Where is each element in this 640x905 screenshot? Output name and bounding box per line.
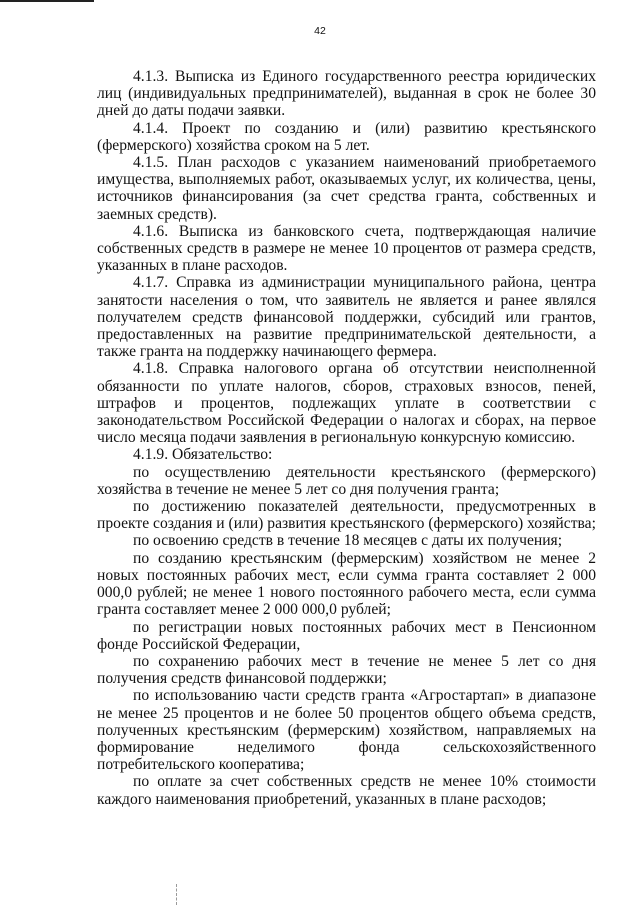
paragraph-4-1-6: 4.1.6. Выписка из банковского счета, подтверждающая наличие собственных средств в размере не менее 10 процентов от размера средств, указанных в плане расходов.	[97, 222, 596, 275]
paragraph-4-1-3: 4.1.3. Выписка из Единого государственного реестра юридических лиц (индивидуальных предпринимателей), выданная в срок не более 30 дней до даты подачи заявки.	[97, 68, 596, 120]
obligation-item: по освоению средств в течение 18 месяцев с даты их получения;	[133, 532, 563, 550]
paragraph-4-1-4: 4.1.4. Проект по созданию и (или) развитию крестьянского (фермерского) хозяйства сроком на 5 лет.	[97, 119, 596, 154]
scan-artifact	[176, 884, 178, 905]
obligation-item: по сохранению рабочих мест в течение не менее 5 лет со дня получения средств финансовой поддержки;	[97, 652, 596, 688]
paragraph-4-1-5: 4.1.5. План расходов с указанием наименований приобретаемого имущества, выполняемых работ, оказываемых услуг, их количества, цены, источников финансирования (за счет средства гранта, собственных и заемных средств).	[97, 154, 596, 223]
obligation-item: по осуществлению деятельности крестьянского (фермерского) хозяйства в течение не менее 5 лет со дня получения гранта;	[97, 463, 596, 498]
obligation-item: по использованию части средств гранта «Агростартап» в диапазоне не менее 25 процентов и не более 50 процентов общего объема средств, полученных крестьянским (фермерским) хозяйством, направляемых на формирование неделимого фонда сельскохозяйственного потребительского кооператива;	[97, 687, 596, 774]
obligation-item: по оплате за счет собственных средств не менее 10% стоимости каждого наименования приобретений, указанных в плане расходов;	[97, 773, 596, 808]
top-rule	[0, 0, 94, 2]
document-body	[97, 68, 596, 808]
paragraph-4-1-8: 4.1.8. Справка налогового органа об отсутствии неисполненной обязанности по уплате налогов, сборов, страховых взносов, пеней, штрафов и процентов, подлежащих уплате в соответствии с законодательством Российской Федерации о налогах и сборах, на первое число месяца подачи заявления в региональную конкурсную комиссию.	[97, 360, 596, 447]
obligation-item: по регистрации новых постоянных рабочих мест в Пенсионном фонде Российской Федерации,	[97, 618, 596, 653]
paragraph-4-1-9-heading: 4.1.9. Обязательство:	[133, 446, 273, 464]
page-number: 42	[314, 25, 326, 37]
paragraph-4-1-7: 4.1.7. Справка из администрации муниципального района, центра занятости населения о том, что заявитель не является и ранее являлся получателем средств финансовой поддержки, субсидий или грантов, предоставленных на развитие предпринимательской деятельности, а также гранта на поддержку начинающего фермера.	[97, 274, 596, 361]
obligation-item: по созданию крестьянским (фермерским) хозяйством не менее 2 новых постоянных рабочих мест, если сумма гранта составляет 2 000 000,0 рублей; не менее 1 нового постоянного рабочего места, если сумма гранта составляет менее 2 000 000,0 рублей;	[97, 549, 596, 619]
obligation-item: по достижению показателей деятельности, предусмотренных в проекте создания и (или) развития крестьянского (фермерского) хозяйства;	[97, 498, 596, 533]
